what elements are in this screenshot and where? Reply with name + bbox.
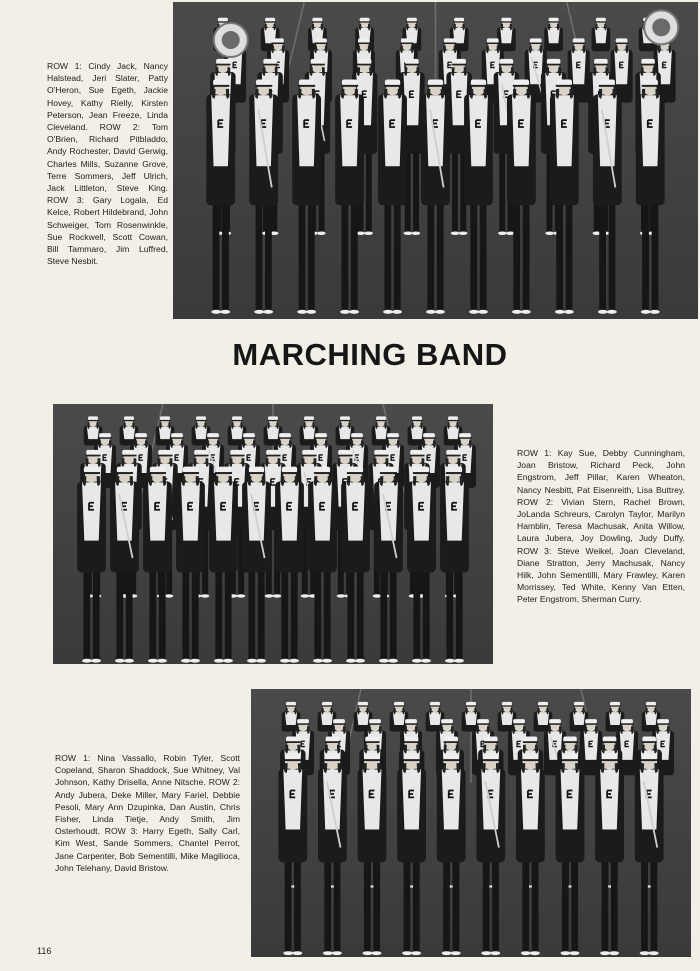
page-number: 116 bbox=[37, 946, 52, 956]
caption-group-3: ROW 1: Nina Vassallo, Robin Tyler, Scott Copeland, Sharon Shaddock, Sue Whitney, Val Johnson, Kathy Drisella, Anne Nitsche. ROW 2: Andy Jubera, Deke Miller, Mary Fariel, Debbie Pesoli, Mary Ann Dzupinka, Dan Austin, Chris Fisher, Linda Tietje, Andy Smith, Jim Osterhoudt. ROW 3: Harry Egeth, Sally Carl, Kim West, Sande Sommers, Chantel Perrot, Jane Carpenter, Bob Sementilli, Mike Magilioca, John Telehany, David Bristow. bbox=[55, 753, 240, 873]
caption-group-1: ROW 1: Cindy Jack, Nancy Halstead, Jeri Slater, Patty O'Heron, Sue Egeth, Jackie Hovey, Kathy Rielly, Kirsten Peterson, Jean Freeze, Linda Cleveland. ROW 2: Tom O'Brien, Richard Pitbladdo, Andy Rochester, David Gerwig, Charles Mills, Suzanne Grove, Terre Sommers, Jeff Ulrich, Jack Littleton, Steve King. ROW 3: Gary Logala, Ed Kelce, Robert Hildebrand, John Schweiger, Tom Rosenwinkle, Sue Rockwell, Scott Cowan, Bill Tammaro, Jim Luffred, Steve Nesbit. bbox=[47, 61, 168, 267]
sousaphone-bell bbox=[644, 10, 678, 44]
photo-scene bbox=[53, 404, 493, 664]
band-photo-2 bbox=[53, 404, 493, 664]
sousaphone-bell bbox=[214, 23, 248, 57]
caption-group-2: ROW 1: Kay Sue, Debby Cunningham, Joan Bristow, Richard Peck, John Engstrom, Jeff Pillar, Karen Wheaton, Nancy Nesbitt, Pat Eisenreith, Lisa Buttrey. ROW 2: Vivian Stern, Rachel Brown, JoLanda Schreurs, Carolyn Taylor, Marilyn Hamblin, Teresa Machusak, Anita Willow, Laura Jubera, Joy Dowling, Judy Duffy. ROW 3: Steve Weikel, Joan Cleveland, Diane Stratton, Jerry Machusak, Nancy Hilk, John Sementilli, Mary Frawley, Karen Morrissey, Ted White, Kenny Van Etten, Peter Engstrom, Sherman Curry. bbox=[517, 448, 685, 605]
page-title: MARCHING BAND bbox=[232, 337, 508, 372]
band-photo-3 bbox=[251, 689, 691, 957]
photo-scene bbox=[251, 689, 691, 957]
band-photo-1 bbox=[173, 2, 698, 319]
photo-scene bbox=[173, 2, 698, 319]
